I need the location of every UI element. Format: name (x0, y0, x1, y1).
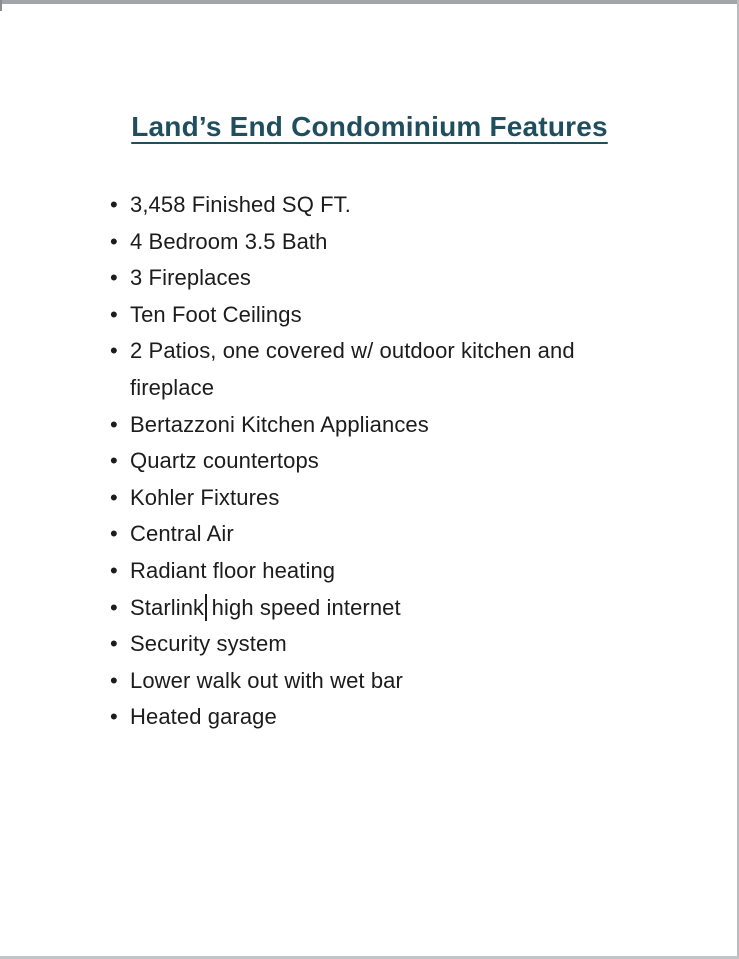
feature-item (110, 553, 739, 590)
feature-text[interactable]: Heated garage (130, 704, 277, 730)
feature-item (110, 626, 739, 663)
feature-item (110, 260, 739, 297)
feature-text[interactable]: Bertazzoni Kitchen Appliances (130, 411, 429, 437)
feature-item (110, 480, 739, 517)
feature-text[interactable]: 4 Bedroom 3.5 Bath (130, 228, 328, 254)
feature-text[interactable]: Ten Foot Ceilings (130, 301, 302, 327)
text-cursor (205, 594, 207, 621)
document-title[interactable]: Land’s End Condominium Features (131, 111, 608, 142)
feature-text[interactable]: Kohler Fixtures (130, 484, 280, 510)
bullet-icon: • (110, 265, 118, 291)
feature-text[interactable]: Radiant floor heating (130, 557, 336, 583)
bullet-icon: • (110, 228, 118, 254)
bullet-icon: • (110, 557, 118, 583)
feature-item (110, 443, 739, 480)
feature-item (110, 333, 739, 406)
feature-item (110, 187, 739, 224)
feature-text[interactable]: Security system (130, 631, 287, 657)
feature-item-with-cursor (110, 590, 739, 627)
feature-text[interactable]: Quartz countertops (130, 448, 319, 474)
feature-item (110, 516, 739, 553)
feature-item (110, 297, 739, 334)
feature-item (110, 699, 739, 736)
feature-item (110, 224, 739, 261)
feature-text-before-cursor[interactable]: Starlink (130, 594, 205, 620)
bullet-icon: • (110, 411, 118, 437)
feature-text[interactable]: Central Air (130, 521, 234, 547)
bullet-icon: • (110, 484, 118, 510)
feature-text[interactable]: Lower walk out with wet bar (130, 667, 403, 693)
feature-text-after-cursor[interactable]: high speed internet (211, 594, 401, 620)
feature-item (110, 407, 739, 444)
feature-text[interactable]: 3 Fireplaces (130, 265, 252, 291)
bullet-icon: • (110, 704, 118, 730)
bullet-icon: • (110, 338, 118, 364)
feature-text[interactable]: 3,458 Finished SQ FT. (130, 192, 351, 217)
feature-text[interactable]: 2 Patios, one covered w/ outdoor kitchen and fireplace (130, 338, 575, 400)
feature-text[interactable] (130, 590, 401, 627)
bullet-icon: • (110, 192, 118, 217)
feature-item (110, 663, 739, 700)
feature-list (0, 187, 739, 736)
bullet-icon: • (110, 594, 118, 620)
bullet-icon: • (110, 521, 118, 547)
bullet-icon: • (110, 667, 118, 693)
bullet-icon: • (110, 448, 118, 474)
bullet-icon: • (110, 301, 118, 327)
bullet-icon: • (110, 631, 118, 657)
